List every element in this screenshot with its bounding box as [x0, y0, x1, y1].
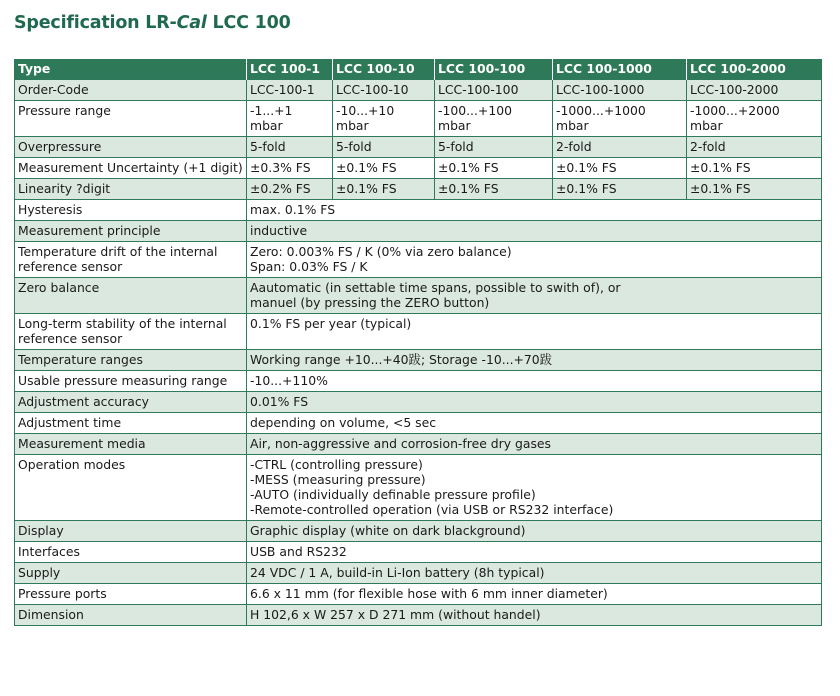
row-value-cell: 2-fold	[687, 137, 822, 158]
table-row	[15, 584, 822, 605]
row-label: Usable pressure measuring range	[15, 371, 247, 392]
row-value-cell: inductive	[247, 221, 822, 242]
row-value-cell: Working range +10...+40跋; Storage -10...+70跋	[247, 350, 822, 371]
table-row	[15, 137, 822, 158]
table-row	[15, 221, 822, 242]
row-value-cell: LCC-100-100	[435, 80, 553, 101]
header-model: LCC 100-1	[247, 59, 333, 80]
table-row	[15, 434, 822, 455]
header-model: LCC 100-1000	[553, 59, 687, 80]
row-value-cell: ±0.1% FS	[553, 179, 687, 200]
table-header-row	[15, 59, 822, 80]
header-model: LCC 100-2000	[687, 59, 822, 80]
row-label: Display	[15, 521, 247, 542]
row-value-cell: LCC-100-1000	[553, 80, 687, 101]
row-value-cell: max. 0.1% FS	[247, 200, 822, 221]
row-value-cell: ±0.1% FS	[435, 158, 553, 179]
table-row	[15, 314, 822, 350]
row-label: Dimension	[15, 605, 247, 626]
row-value-cell: ±0.3% FS	[247, 158, 333, 179]
title-suffix: LCC 100	[206, 13, 291, 33]
row-value-cell: 2-fold	[553, 137, 687, 158]
row-label: Overpressure	[15, 137, 247, 158]
row-value-cell: H 102,6 x W 257 x D 271 mm (without handel)	[247, 605, 822, 626]
row-label: Operation modes	[15, 455, 247, 521]
table-row	[15, 350, 822, 371]
row-value-cell: -10...+110%	[247, 371, 822, 392]
row-value-cell: LCC-100-2000	[687, 80, 822, 101]
header-model: LCC 100-10	[333, 59, 435, 80]
row-label: Measurement principle	[15, 221, 247, 242]
row-label: Long-term stability of the internal reference sensor	[15, 314, 247, 350]
row-value-cell: ±0.1% FS	[553, 158, 687, 179]
title-prefix: Specification LR-	[14, 13, 177, 33]
row-value-cell: ±0.1% FS	[333, 158, 435, 179]
row-value-cell: USB and RS232	[247, 542, 822, 563]
row-value-cell: depending on volume, <5 sec	[247, 413, 822, 434]
header-type-label: Type	[15, 59, 247, 80]
row-value-cell: -10...+10 mbar	[333, 101, 435, 137]
row-value-cell: 24 VDC / 1 A, build-in Li-Ion battery (8h typical)	[247, 563, 822, 584]
table-row	[15, 371, 822, 392]
table-row	[15, 605, 822, 626]
table-row	[15, 179, 822, 200]
row-label: Adjustment time	[15, 413, 247, 434]
row-label: Temperature ranges	[15, 350, 247, 371]
row-value-cell: 5-fold	[333, 137, 435, 158]
row-value-cell: -1000...+2000 mbar	[687, 101, 822, 137]
row-value-cell: ±0.1% FS	[333, 179, 435, 200]
table-row	[15, 563, 822, 584]
row-value-cell: 0.01% FS	[247, 392, 822, 413]
row-label: Hysteresis	[15, 200, 247, 221]
row-label: Order-Code	[15, 80, 247, 101]
table-row	[15, 278, 822, 314]
row-value-cell: 0.1% FS per year (typical)	[247, 314, 822, 350]
row-value-cell: Aautomatic (in settable time spans, possible to swith of), or manuel (by pressing the ZERO button)	[247, 278, 822, 314]
row-label: Interfaces	[15, 542, 247, 563]
row-value-cell: Zero: 0.003% FS / K (0% via zero balance) Span: 0.03% FS / K	[247, 242, 822, 278]
table-row	[15, 521, 822, 542]
row-label: Measurement media	[15, 434, 247, 455]
row-label: Supply	[15, 563, 247, 584]
title-italic: Cal	[176, 13, 207, 33]
row-value-cell: ±0.1% FS	[687, 179, 822, 200]
row-value-cell: LCC-100-1	[247, 80, 333, 101]
row-label: Adjustment accuracy	[15, 392, 247, 413]
row-label: Zero balance	[15, 278, 247, 314]
table-row	[15, 158, 822, 179]
row-label: Pressure ports	[15, 584, 247, 605]
table-row	[15, 455, 822, 521]
row-value-cell: -CTRL (controlling pressure) -MESS (measuring pressure) -AUTO (individually definable pressure profile) -Remote-controlled operation (via USB or RS232 interface)	[247, 455, 822, 521]
row-label: Temperature drift of the internal reference sensor	[15, 242, 247, 278]
row-label: Measurement Uncertainty (+1 digit)	[15, 158, 247, 179]
row-value-cell: -1000...+1000 mbar	[553, 101, 687, 137]
row-value-cell: -1...+1 mbar	[247, 101, 333, 137]
header-model: LCC 100-100	[435, 59, 553, 80]
table-row	[15, 242, 822, 278]
table-row	[15, 80, 822, 101]
table-row	[15, 392, 822, 413]
row-label: Pressure range	[15, 101, 247, 137]
row-value-cell: ±0.1% FS	[435, 179, 553, 200]
row-value-cell: ±0.2% FS	[247, 179, 333, 200]
row-value-cell: -100...+100 mbar	[435, 101, 553, 137]
row-value-cell: 5-fold	[435, 137, 553, 158]
page-title	[14, 13, 291, 33]
row-value-cell: Air, non-aggressive and corrosion-free dry gases	[247, 434, 822, 455]
row-value-cell: ±0.1% FS	[687, 158, 822, 179]
table-row	[15, 413, 822, 434]
row-value-cell: 5-fold	[247, 137, 333, 158]
row-value-cell: Graphic display (white on dark blackground)	[247, 521, 822, 542]
specification-table	[14, 59, 822, 626]
row-label: Linearity ?digit	[15, 179, 247, 200]
table-row	[15, 542, 822, 563]
table-row	[15, 200, 822, 221]
row-value-cell: LCC-100-10	[333, 80, 435, 101]
table-row	[15, 101, 822, 137]
row-value-cell: 6.6 x 11 mm (for flexible hose with 6 mm inner diameter)	[247, 584, 822, 605]
